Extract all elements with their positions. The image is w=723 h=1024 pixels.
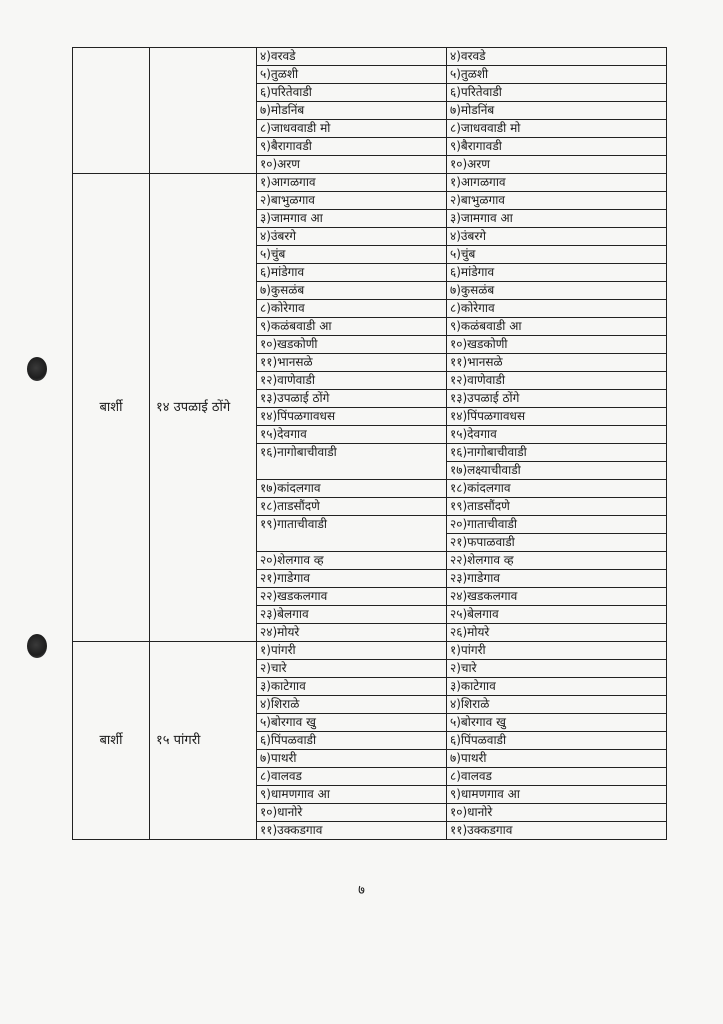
old-village-cell: १३)उपळाई ठोंगे — [257, 390, 447, 408]
old-village-cell: ७)मोडनिंब — [257, 102, 447, 120]
page-number: ७ — [358, 883, 365, 898]
new-village-cell: ७)मोडनिंब — [447, 102, 667, 120]
table-row — [73, 48, 667, 66]
old-village-cell: २३)बेलगाव — [257, 606, 447, 624]
punch-hole-top — [27, 357, 47, 381]
new-village-cell: ११)भानसळे — [447, 354, 667, 372]
new-village-cell: ५)चुंब — [447, 246, 667, 264]
taluka-cell: बार्शी — [73, 642, 150, 840]
old-village-cell: ६)मांडेगाव — [257, 264, 447, 282]
old-village-cell: १६)नागोबाचीवाडी — [257, 444, 447, 480]
taluka-cell — [73, 48, 150, 174]
old-village-cell: १२)वाणेवाडी — [257, 372, 447, 390]
old-village-cell: २)चारे — [257, 660, 447, 678]
new-village-cell: २३)गाडेगाव — [447, 570, 667, 588]
new-village-cell: ९)बैरागावडी — [447, 138, 667, 156]
old-village-cell: ८)कोरेगाव — [257, 300, 447, 318]
old-village-cell: १७)कांदलगाव — [257, 480, 447, 498]
new-village-cell: ५)बोरगाव खु — [447, 714, 667, 732]
new-village-cell: २५)बेलगाव — [447, 606, 667, 624]
new-village-cell: १२)वाणेवाडी — [447, 372, 667, 390]
old-village-cell: ८)वालवड — [257, 768, 447, 786]
new-village-cell: २१)फपाळवाडी — [447, 534, 667, 552]
village-table-body — [73, 48, 667, 840]
old-village-cell: ६)पिंपळवाडी — [257, 732, 447, 750]
old-village-cell: ९)कळंबवाडी आ — [257, 318, 447, 336]
old-village-cell: ३)जामगाव आ — [257, 210, 447, 228]
old-village-cell: ९)बैरागावडी — [257, 138, 447, 156]
new-village-cell: १०)धानोरे — [447, 804, 667, 822]
old-village-cell: १)आगळगाव — [257, 174, 447, 192]
old-village-cell: १५)देवगाव — [257, 426, 447, 444]
revenue-circle-cell: १५ पांगरी — [150, 642, 257, 840]
old-village-cell: २०)शेलगाव व्ह — [257, 552, 447, 570]
new-village-cell: १)पांगरी — [447, 642, 667, 660]
old-village-cell: १४)पिंपळगावधस — [257, 408, 447, 426]
old-village-cell: २२)खडकलगाव — [257, 588, 447, 606]
punch-hole-bottom — [27, 634, 47, 658]
new-village-cell: ६)मांडेगाव — [447, 264, 667, 282]
old-village-cell: १०)अरण — [257, 156, 447, 174]
old-village-cell: १०)धानोरे — [257, 804, 447, 822]
old-village-cell: २१)गाडेगाव — [257, 570, 447, 588]
old-village-cell: ४)वरवडे — [257, 48, 447, 66]
old-village-cell: २४)मोयरे — [257, 624, 447, 642]
old-village-cell: ९)धामणगाव आ — [257, 786, 447, 804]
village-table — [72, 47, 667, 840]
old-village-cell: ७)कुसळंब — [257, 282, 447, 300]
table-row — [73, 174, 667, 192]
new-village-cell: ९)कळंबवाडी आ — [447, 318, 667, 336]
table-row — [73, 642, 667, 660]
new-village-cell: १८)कांदलगाव — [447, 480, 667, 498]
old-village-cell: ११)उक्कडगाव — [257, 822, 447, 840]
old-village-cell: ६)परितेवाडी — [257, 84, 447, 102]
new-village-cell: १०)खडकोणी — [447, 336, 667, 354]
old-village-cell: १९)गाताचीवाडी — [257, 516, 447, 552]
new-village-cell: ३)काटेगाव — [447, 678, 667, 696]
old-village-cell: ५)तुळशी — [257, 66, 447, 84]
old-village-cell: ५)बोरगाव खु — [257, 714, 447, 732]
new-village-cell: १)आगळगाव — [447, 174, 667, 192]
old-village-cell: ८)जाधववाडी मो — [257, 120, 447, 138]
old-village-cell: ४)शिराळे — [257, 696, 447, 714]
old-village-cell: ४)उंबरगे — [257, 228, 447, 246]
new-village-cell: २२)शेलगाव व्ह — [447, 552, 667, 570]
old-village-cell: १८)ताडसौंदणे — [257, 498, 447, 516]
new-village-cell: २६)मोयरे — [447, 624, 667, 642]
new-village-cell: २)बाभुळगाव — [447, 192, 667, 210]
new-village-cell: १७)लक्ष्याचीवाडी — [447, 462, 667, 480]
new-village-cell: १०)अरण — [447, 156, 667, 174]
new-village-cell: ९)धामणगाव आ — [447, 786, 667, 804]
old-village-cell: ५)चुंब — [257, 246, 447, 264]
revenue-circle-cell: १४ उपळाई ठोंगे — [150, 174, 257, 642]
old-village-cell: २)बाभुळगाव — [257, 192, 447, 210]
new-village-cell: ३)जामगाव आ — [447, 210, 667, 228]
new-village-cell: ५)तुळशी — [447, 66, 667, 84]
new-village-cell: २०)गाताचीवाडी — [447, 516, 667, 534]
new-village-cell: २)चारे — [447, 660, 667, 678]
new-village-cell: ७)पाथरी — [447, 750, 667, 768]
new-village-cell: ८)कोरेगाव — [447, 300, 667, 318]
old-village-cell: ११)भानसळे — [257, 354, 447, 372]
new-village-cell: १४)पिंपळगावधस — [447, 408, 667, 426]
new-village-cell: १९)ताडसौंदणे — [447, 498, 667, 516]
new-village-cell: २४)खडकलगाव — [447, 588, 667, 606]
new-village-cell: ११)उक्कडगाव — [447, 822, 667, 840]
new-village-cell: ४)वरवडे — [447, 48, 667, 66]
new-village-cell: १५)देवगाव — [447, 426, 667, 444]
old-village-cell: १)पांगरी — [257, 642, 447, 660]
new-village-cell: ४)शिराळे — [447, 696, 667, 714]
old-village-cell: ३)काटेगाव — [257, 678, 447, 696]
revenue-circle-cell — [150, 48, 257, 174]
old-village-cell: १०)खडकोणी — [257, 336, 447, 354]
old-village-cell: ७)पाथरी — [257, 750, 447, 768]
new-village-cell: ८)वालवड — [447, 768, 667, 786]
new-village-cell: ८)जाधववाडी मो — [447, 120, 667, 138]
new-village-cell: ६)परितेवाडी — [447, 84, 667, 102]
new-village-cell: ६)पिंपळवाडी — [447, 732, 667, 750]
new-village-cell: १३)उपळाई ठोंगे — [447, 390, 667, 408]
new-village-cell: ४)उंबरगे — [447, 228, 667, 246]
new-village-cell: ७)कुसळंब — [447, 282, 667, 300]
taluka-cell: बार्शी — [73, 174, 150, 642]
new-village-cell: १६)नागोबाचीवाडी — [447, 444, 667, 462]
